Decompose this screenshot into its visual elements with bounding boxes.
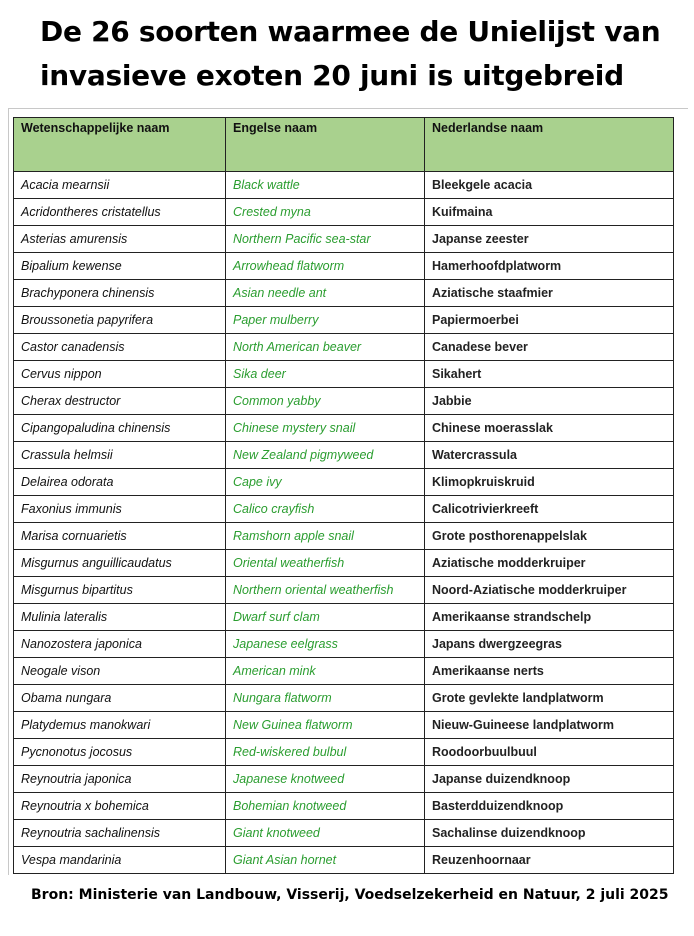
table-row <box>14 604 674 631</box>
dutch-name-cell: Klimopkruiskruid <box>425 469 674 496</box>
scientific-name-cell: Nanozostera japonica <box>14 631 226 658</box>
dutch-name-cell: Reuzenhoornaar <box>425 847 674 874</box>
english-name-cell: American mink <box>226 658 425 685</box>
dutch-name-cell: Canadese bever <box>425 334 674 361</box>
english-name-cell: Asian needle ant <box>226 280 425 307</box>
english-name-cell: Nungara flatworm <box>226 685 425 712</box>
table-row <box>14 523 674 550</box>
table-row <box>14 739 674 766</box>
table-row <box>14 685 674 712</box>
dutch-name-cell: Aziatische staafmier <box>425 280 674 307</box>
table-row <box>14 550 674 577</box>
scientific-name-cell: Faxonius immunis <box>14 496 226 523</box>
dutch-name-cell: Basterdduizendknoop <box>425 793 674 820</box>
scientific-name-cell: Misgurnus anguillicaudatus <box>14 550 226 577</box>
dutch-name-cell: Roodoorbuulbuul <box>425 739 674 766</box>
english-name-cell: Northern Pacific sea-star <box>226 226 425 253</box>
dutch-name-cell: Sikahert <box>425 361 674 388</box>
dutch-name-cell: Jabbie <box>425 388 674 415</box>
table-row <box>14 820 674 847</box>
table-row <box>14 793 674 820</box>
table-row <box>14 469 674 496</box>
table-row <box>14 847 674 874</box>
english-name-cell: Giant knotweed <box>226 820 425 847</box>
title-line-2: invasieve exoten 20 juni is uitgebreid <box>40 59 624 92</box>
scientific-name-cell: Pycnonotus jocosus <box>14 739 226 766</box>
dutch-name-cell: Japans dwergzeegras <box>425 631 674 658</box>
english-name-cell: North American beaver <box>226 334 425 361</box>
scientific-name-cell: Crassula helmsii <box>14 442 226 469</box>
english-name-cell: Cape ivy <box>226 469 425 496</box>
dutch-name-cell: Calicotrivierkreeft <box>425 496 674 523</box>
table-row <box>14 280 674 307</box>
scientific-name-cell: Bipalium kewense <box>14 253 226 280</box>
english-name-cell: Oriental weatherfish <box>226 550 425 577</box>
english-name-cell: Black wattle <box>226 172 425 199</box>
title-line-1: De 26 soorten waarmee de Unielijst van <box>40 15 661 48</box>
dutch-name-cell: Noord-Aziatische modderkruiper <box>425 577 674 604</box>
table-row <box>14 766 674 793</box>
english-name-cell: Ramshorn apple snail <box>226 523 425 550</box>
scientific-name-cell: Misgurnus bipartitus <box>14 577 226 604</box>
page-title <box>40 10 690 98</box>
scientific-name-cell: Reynoutria x bohemica <box>14 793 226 820</box>
scientific-name-cell: Broussonetia papyrifera <box>14 307 226 334</box>
table-row <box>14 658 674 685</box>
scientific-name-cell: Mulinia lateralis <box>14 604 226 631</box>
scientific-name-cell: Brachyponera chinensis <box>14 280 226 307</box>
table-row <box>14 442 674 469</box>
table-row <box>14 226 674 253</box>
dutch-name-cell: Japanse duizendknoop <box>425 766 674 793</box>
table-row <box>14 361 674 388</box>
column-header-english: Engelse naam <box>226 118 425 172</box>
english-name-cell: New Zealand pigmyweed <box>226 442 425 469</box>
english-name-cell: New Guinea flatworm <box>226 712 425 739</box>
table-row <box>14 631 674 658</box>
table-row <box>14 199 674 226</box>
dutch-name-cell: Aziatische modderkruiper <box>425 550 674 577</box>
scientific-name-cell: Acridontheres cristatellus <box>14 199 226 226</box>
scientific-name-cell: Cipangopaludina chinensis <box>14 415 226 442</box>
scientific-name-cell: Platydemus manokwari <box>14 712 226 739</box>
table-row <box>14 334 674 361</box>
english-name-cell: Arrowhead flatworm <box>226 253 425 280</box>
english-name-cell: Dwarf surf clam <box>226 604 425 631</box>
dutch-name-cell: Chinese moerasslak <box>425 415 674 442</box>
english-name-cell: Crested myna <box>226 199 425 226</box>
table-header-row <box>14 118 674 172</box>
scientific-name-cell: Asterias amurensis <box>14 226 226 253</box>
scientific-name-cell: Cherax destructor <box>14 388 226 415</box>
table-row <box>14 307 674 334</box>
english-name-cell: Bohemian knotweed <box>226 793 425 820</box>
english-name-cell: Red-wiskered bulbul <box>226 739 425 766</box>
table-body <box>14 172 674 874</box>
english-name-cell: Calico crayfish <box>226 496 425 523</box>
scientific-name-cell: Acacia mearnsii <box>14 172 226 199</box>
column-header-scientific: Wetenschappelijke naam <box>14 118 226 172</box>
dutch-name-cell: Japanse zeester <box>425 226 674 253</box>
dutch-name-cell: Bleekgele acacia <box>425 172 674 199</box>
scientific-name-cell: Castor canadensis <box>14 334 226 361</box>
scientific-name-cell: Reynoutria japonica <box>14 766 226 793</box>
english-name-cell: Paper mulberry <box>226 307 425 334</box>
english-name-cell: Giant Asian hornet <box>226 847 425 874</box>
dutch-name-cell: Grote posthorenappelslak <box>425 523 674 550</box>
dutch-name-cell: Grote gevlekte landplatworm <box>425 685 674 712</box>
scientific-name-cell: Obama nungara <box>14 685 226 712</box>
column-header-dutch: Nederlandse naam <box>425 118 674 172</box>
dutch-name-cell: Papiermoerbei <box>425 307 674 334</box>
dutch-name-cell: Kuifmaina <box>425 199 674 226</box>
table-row <box>14 712 674 739</box>
english-name-cell: Northern oriental weatherfish <box>226 577 425 604</box>
scientific-name-cell: Cervus nippon <box>14 361 226 388</box>
table-row <box>14 388 674 415</box>
table-row <box>14 172 674 199</box>
dutch-name-cell: Nieuw-Guineese landplatworm <box>425 712 674 739</box>
dutch-name-cell: Hamerhoofdplatworm <box>425 253 674 280</box>
scientific-name-cell: Vespa mandarinia <box>14 847 226 874</box>
scientific-name-cell: Neogale vison <box>14 658 226 685</box>
dutch-name-cell: Watercrassula <box>425 442 674 469</box>
scientific-name-cell: Reynoutria sachalinensis <box>14 820 226 847</box>
dutch-name-cell: Amerikaanse nerts <box>425 658 674 685</box>
english-name-cell: Common yabby <box>226 388 425 415</box>
table-row <box>14 415 674 442</box>
table-row <box>14 496 674 523</box>
dutch-name-cell: Sachalinse duizendknoop <box>425 820 674 847</box>
table-row <box>14 253 674 280</box>
english-name-cell: Sika deer <box>226 361 425 388</box>
table-row <box>14 577 674 604</box>
english-name-cell: Japanese knotweed <box>226 766 425 793</box>
species-table <box>13 117 674 874</box>
dutch-name-cell: Amerikaanse strandschelp <box>425 604 674 631</box>
english-name-cell: Chinese mystery snail <box>226 415 425 442</box>
scientific-name-cell: Delairea odorata <box>14 469 226 496</box>
scientific-name-cell: Marisa cornuarietis <box>14 523 226 550</box>
english-name-cell: Japanese eelgrass <box>226 631 425 658</box>
source-note: Bron: Ministerie van Landbouw, Visserij, Voedselzekerheid en Natuur, 2 juli 2025 <box>31 887 669 903</box>
